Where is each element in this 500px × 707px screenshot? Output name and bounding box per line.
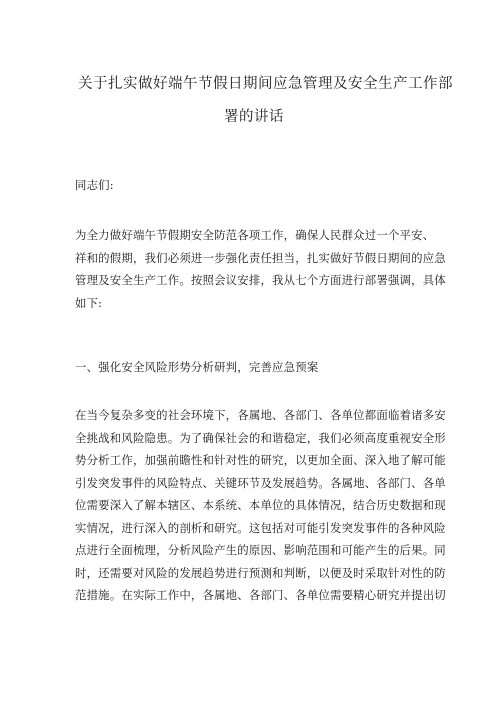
document-title-line-2: 署的讲话: [224, 109, 284, 125]
section-1-line: 势分析工作，加强前瞻性和针对性的研究，以更加全面、深入地了解可能: [75, 453, 446, 467]
section-1-line: 引发突发事件的风险特点、关键环节及发展趋势。各属地、各部门、各单: [75, 475, 446, 490]
salutation: 同志们:: [75, 178, 114, 192]
section-1-heading: 一、强化安全风险形势分析研判，完善应急预案: [75, 360, 319, 374]
intro-line: 为全力做好端午节假期安全防范各项工作，确保人民群众过一个平安、: [75, 228, 435, 242]
intro-line: 如下:: [75, 295, 103, 310]
section-1-line: 在当今复杂多变的社会环境下，各属地、各部门、各单位都面临着诸多安: [75, 408, 446, 422]
intro-paragraph: [75, 224, 446, 314]
section-1-line: 全挑战和风险隐患。为了确保社会的和谐稳定，我们必须高度重视安全形: [75, 430, 446, 445]
intro-line: 管理及安全生产工作。按照会议安排，我从七个方面进行部署强调，具体: [75, 273, 446, 287]
document-title-line-1: 关于扎实做好端午节假日期间应急管理及安全生产工作部: [78, 76, 453, 92]
section-1-line: 实情况，进行深入的剖析和研究。这包括对可能引发突发事件的各种风险: [75, 520, 446, 535]
section-1-line: 时，还需要对风险的发展趋势进行预测和判断，以便及时采取针对性的防: [75, 565, 446, 580]
section-1-line: 点进行全面梳理，分析风险产生的原因、影响范围和可能产生的后果。同: [75, 543, 446, 557]
section-1-paragraph: [75, 404, 446, 607]
section-1-line: 位需要深入了解本辖区、本系统、本单位的具体情况，结合历史数据和现: [75, 498, 446, 512]
section-1-line: 范措施。在实际工作中，各属地、各部门、各单位需要精心研究并提出切: [75, 588, 446, 602]
intro-line: 祥和的假期，我们必须进一步强化责任担当，扎实做好节假日期间的应急: [75, 250, 446, 265]
